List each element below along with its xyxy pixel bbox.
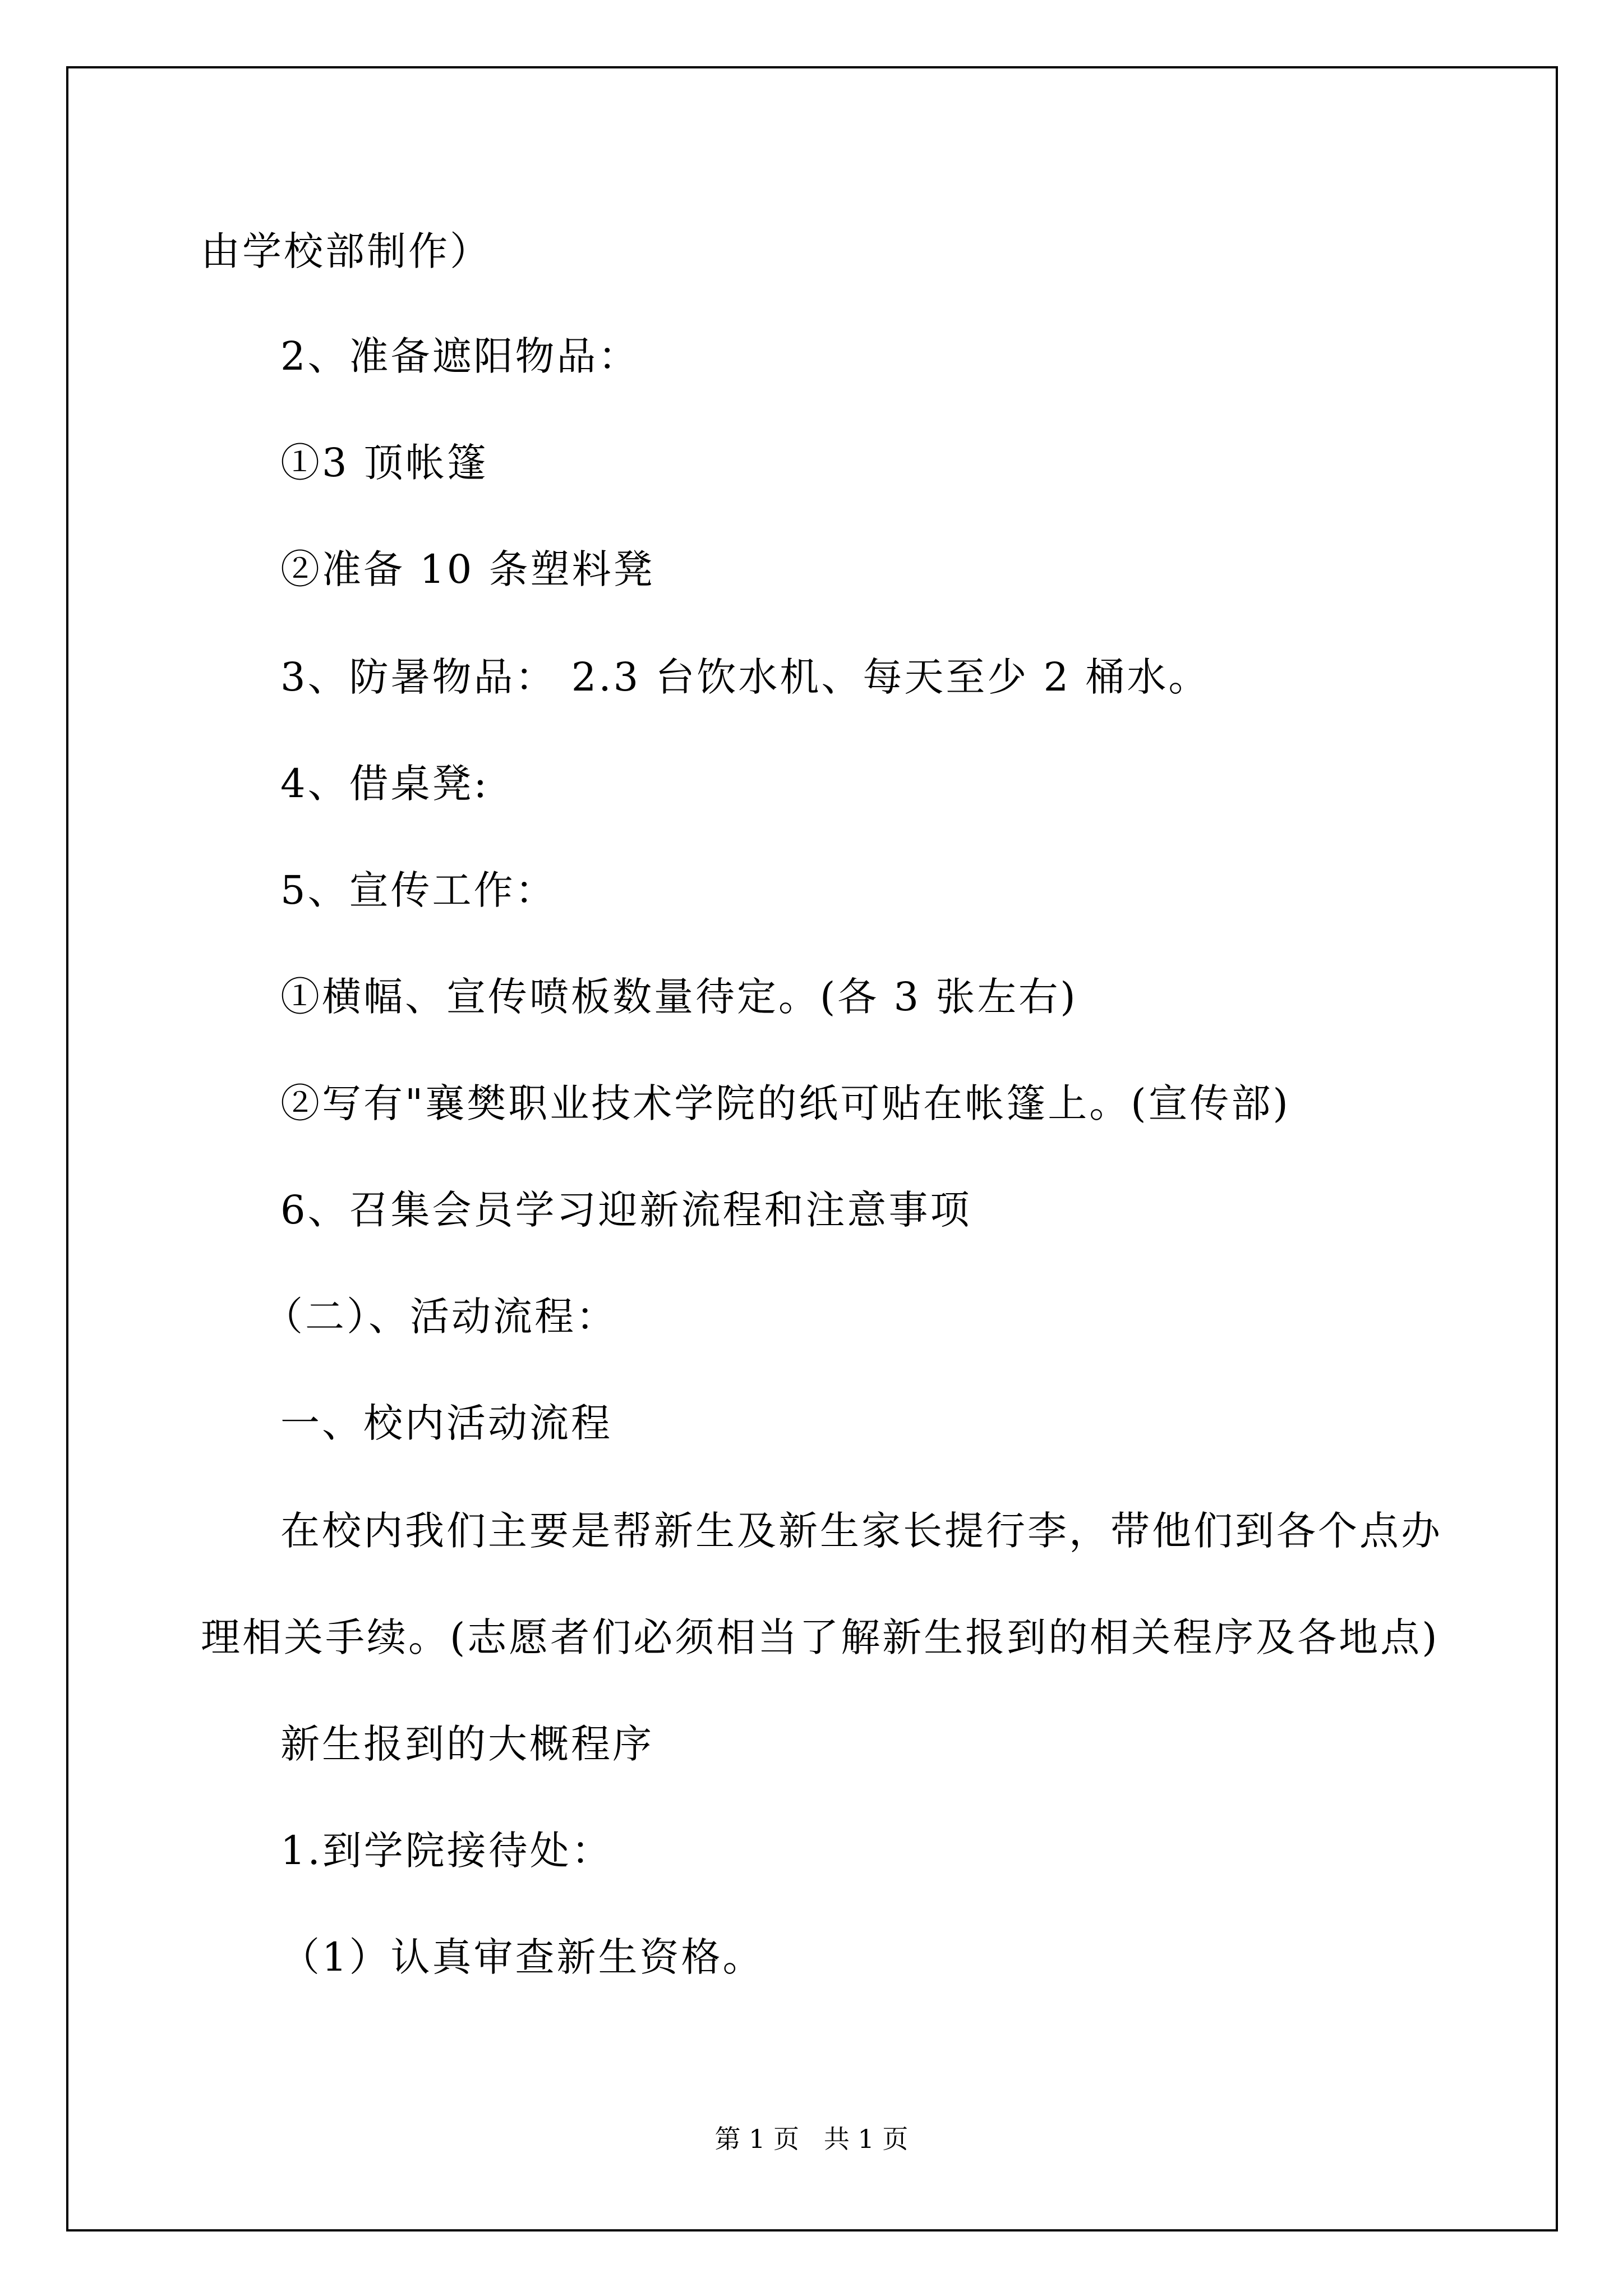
text-line: 3、防暑物品： 2.3 台饮水机、每天至少 2 桶水。 bbox=[280, 654, 1210, 700]
text-line: 新生报到的大概程序 bbox=[280, 1721, 654, 1767]
text-line: ②准备 10 条塑料凳 bbox=[280, 546, 655, 592]
text-line: 2、准备遮阳物品： bbox=[280, 333, 640, 379]
text-line: 5、宣传工作： bbox=[280, 867, 557, 913]
text-line: 理相关手续。(志愿者们必须相当了解新生报到的相关程序及各地点) bbox=[201, 1614, 1440, 1660]
text-line: 在校内我们主要是帮新生及新生家长提行李，带他们到各个点办 bbox=[280, 1508, 1442, 1554]
text-line: 4、借桌凳: bbox=[280, 761, 490, 807]
section-heading: 一、校内活动流程 bbox=[280, 1400, 612, 1446]
page-border bbox=[66, 66, 1558, 2231]
text-line: （1）认真审查新生资格。 bbox=[280, 1934, 764, 1980]
text-line: ①横幅、宣传喷板数量待定。(各 3 张左右) bbox=[280, 974, 1078, 1020]
text-line: 6、召集会员学习迎新流程和注意事项 bbox=[280, 1187, 972, 1233]
text-line: ②写有"襄樊职业技术学院的纸可贴在帐篷上。(宣传部) bbox=[280, 1080, 1290, 1126]
page-footer: 第 1 页 共 1 页 bbox=[714, 2124, 909, 2154]
text-line: ①3 顶帐篷 bbox=[280, 440, 488, 486]
text-line: （二）、活动流程： bbox=[264, 1294, 617, 1340]
text-line: 由学校部制作） bbox=[201, 228, 491, 274]
text-line: 1.到学院接待处： bbox=[280, 1828, 613, 1874]
